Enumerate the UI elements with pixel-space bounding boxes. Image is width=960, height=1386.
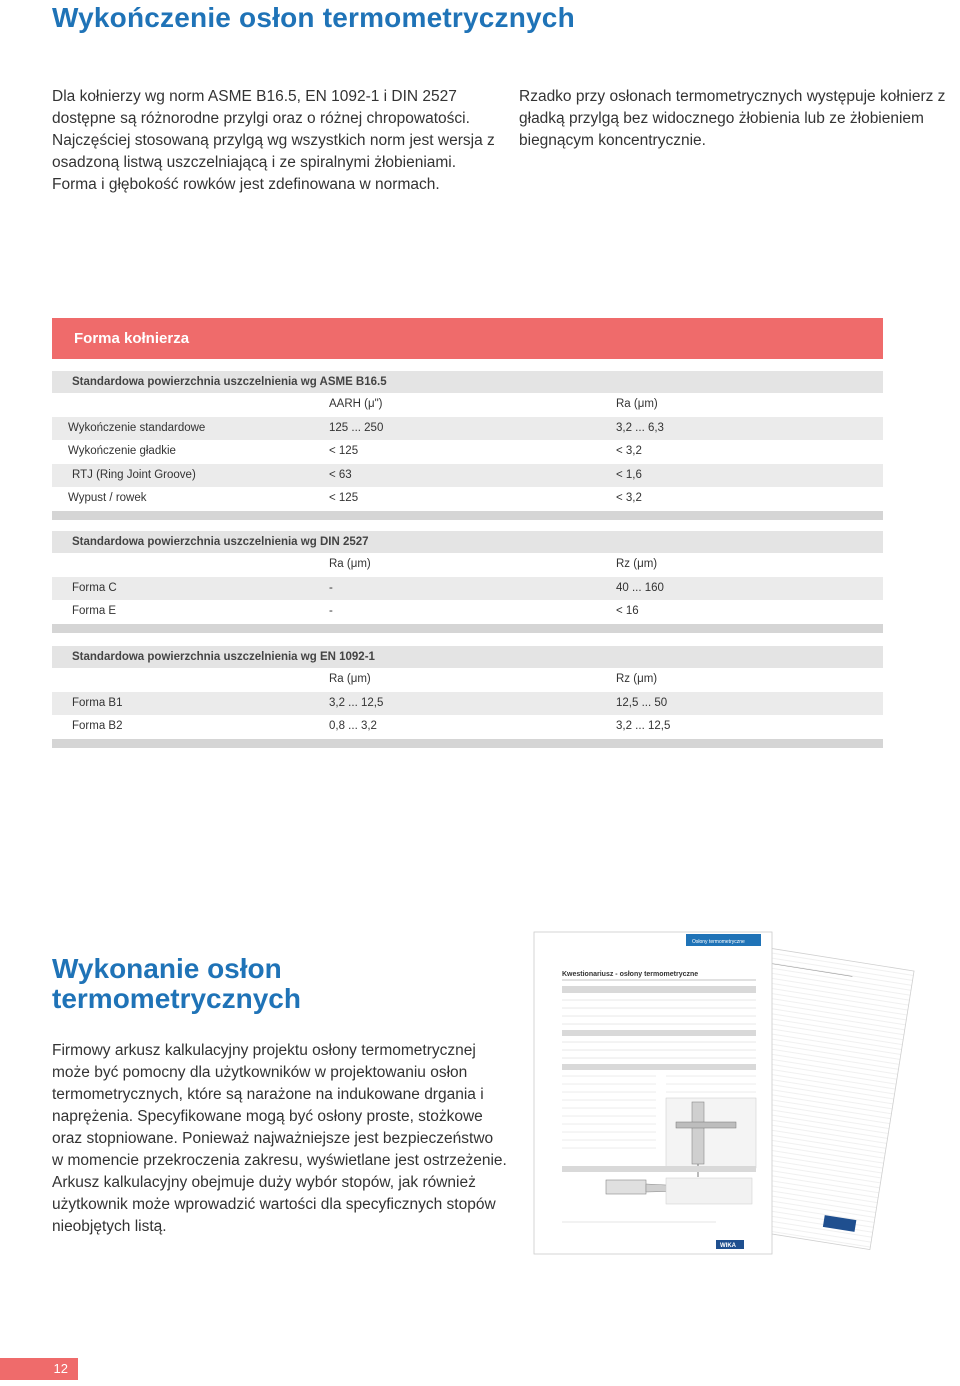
column-header: Ra (μm) bbox=[329, 558, 371, 570]
table-row: Wykończenie gładkie < 125 < 3,2 bbox=[68, 445, 642, 457]
table-asme bbox=[52, 371, 883, 520]
table-column-headers bbox=[52, 668, 883, 692]
svg-text:WIKA: WIKA bbox=[720, 1243, 736, 1249]
table-row: Forma E - < 16 bbox=[72, 605, 639, 617]
table-din bbox=[52, 531, 883, 633]
table-heading: Standardowa powierzchnia uszczelnienia wg ASME B16.5 bbox=[52, 371, 883, 393]
column-header: Ra (μm) bbox=[616, 398, 658, 410]
svg-text:Osłony termometryczne: Osłony termometryczne bbox=[692, 939, 745, 945]
svg-text:Kwestionariusz - osłony termom: Kwestionariusz - osłony termometryczne bbox=[562, 971, 699, 978]
page-title: Wykończenie osłon termometrycznych bbox=[52, 2, 575, 33]
column-header: Ra (μm) bbox=[329, 673, 371, 685]
section2-title: Wykonanie osłon termometrycznych bbox=[52, 953, 301, 1014]
table-column-headers bbox=[52, 553, 883, 577]
table-row: RTJ (Ring Joint Groove) < 63 < 1,6 bbox=[52, 464, 883, 488]
table-row: Wypust / rowek < 125 < 3,2 bbox=[68, 492, 642, 504]
table-heading: Standardowa powierzchnia uszczelnienia wg EN 1092-1 bbox=[52, 646, 883, 668]
intro-right-paragraph: Rzadko przy osłonach termometrycznych występuje kołnierz z gładką przylgą bez widocznego żłobienia lub ze żłobieniem biegnącym koncentrycznie. bbox=[519, 88, 946, 149]
section-header-flange-form: Forma kołnierza bbox=[52, 318, 883, 359]
column-header: AARH (μ") bbox=[329, 398, 383, 410]
table-footer-bar bbox=[52, 624, 883, 633]
column-header: Rz (μm) bbox=[616, 673, 658, 685]
questionnaire-form-image bbox=[516, 922, 946, 1262]
table-row: Forma C - 40 ... 160 bbox=[52, 577, 883, 601]
intro-left-paragraph: Dla kołnierzy wg norm ASME B16.5, EN 1092-1 i DIN 2527 dostępne są różnorodne przylgi oraz o różnej chropowatości. Najczęściej stosowaną przylgą wg wszystkich norm jest wersja z osadzoną listwą uszczelniającą i ze spiralnymi żłobieniami. Forma i głębokość rowków jest zdefinowana w normach. bbox=[52, 88, 495, 193]
table-column-headers bbox=[52, 393, 883, 417]
table-en bbox=[52, 646, 883, 748]
table-footer-bar bbox=[52, 739, 883, 748]
table-row: Forma B1 3,2 ... 12,5 12,5 ... 50 bbox=[52, 692, 883, 716]
table-row: Forma B2 0,8 ... 3,2 3,2 ... 12,5 bbox=[72, 720, 671, 732]
column-header: Rz (μm) bbox=[616, 558, 658, 570]
section2-body: Firmowy arkusz kalkulacyjny projektu osłony termometrycznej może być pomocny dla użytkowników w projektowaniu osłon termometrycznych, które są narażone na indukowane drgania i naprężenia. Specyfikowane mogą być osłony proste, stożkowe oraz stopniowane. Ponieważ najważniejsze jest bezpieczeństwo w momencie przekroczenia zakresu, wyświetlane jest ostrzeżenie. Arkusz kalkulacyjny obejmuje duży wybór stopów, jak również użytkownik może wprowadzić wartości dla specyficznych stopów nieobjętych listą. bbox=[52, 1042, 507, 1235]
table-footer-bar bbox=[52, 511, 883, 520]
table-heading: Standardowa powierzchnia uszczelnienia wg DIN 2527 bbox=[52, 531, 883, 553]
table-row: Wykończenie standardowe 125 ... 250 3,2 ... 6,3 bbox=[52, 417, 883, 441]
page-number: 12 bbox=[0, 1358, 78, 1380]
